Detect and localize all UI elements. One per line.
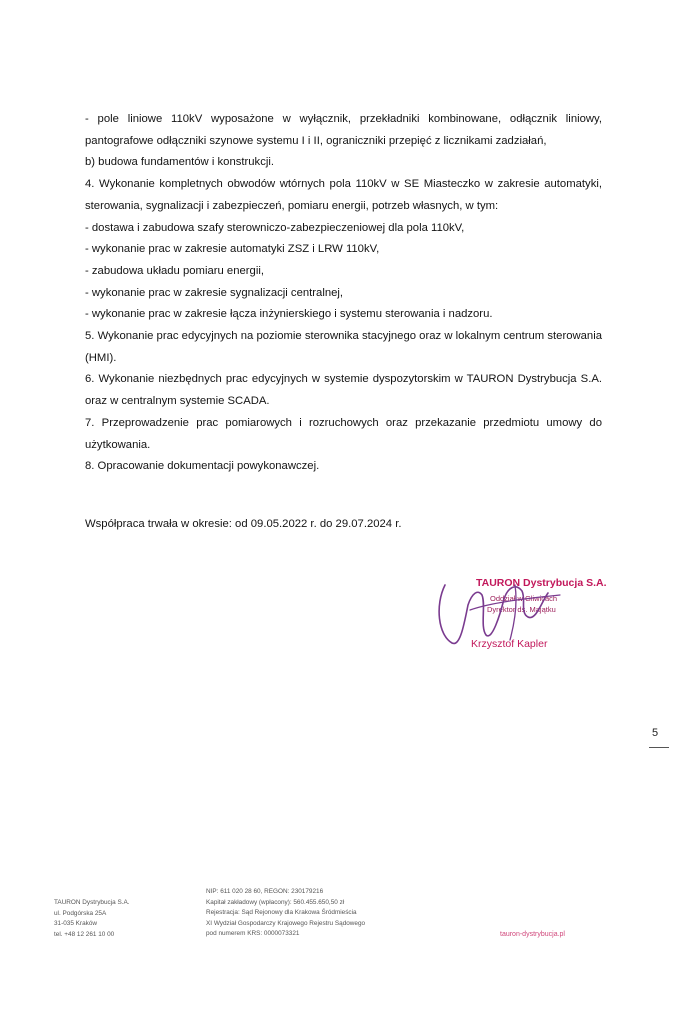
body-paragraph: - zabudowa układu pomiaru energii,: [85, 264, 264, 277]
footer-line: Kapitał zakładowy (wpłacony): 560.455.650,50 zł: [206, 898, 345, 906]
body-text: [85, 109, 602, 478]
stamp-line-branch: Oddział w Gliwicach: [490, 594, 558, 603]
body-paragraph: - dostawa i zabudowa szafy sterowniczo-zabezpieczeniowej dla pola 110kV,: [85, 221, 465, 234]
body-paragraph: 6. Wykonanie niezbędnych prac edycyjnych w systemie dyspozytorskim w TAURON Dystrybucja S.A. oraz w centralnym systemie SCADA.: [85, 373, 602, 408]
body-paragraph: - wykonanie prac w zakresie automatyki ZSZ i LRW 110kV,: [85, 243, 380, 256]
footer-registration: [206, 887, 365, 940]
footer-address: [54, 898, 130, 940]
footer-line: TAURON Dystrybucja S.A.: [54, 899, 130, 906]
stamp-line-position: Dyrektor ds. Majątku: [487, 605, 556, 614]
footer-website-link[interactable]: tauron-dystrybucja.pl: [500, 931, 565, 938]
body-paragraph: - wykonanie prac w zakresie sygnalizacji centralnej,: [85, 286, 344, 299]
footer-line: pod numerem KRS: 0000073321: [206, 930, 300, 938]
footer-line: tel. +48 12 261 10 00: [54, 930, 115, 938]
page-number: 5: [652, 727, 659, 739]
stamp-company: TAURON Dystrybucja S.A.: [476, 577, 607, 589]
footer-line: Rejestracja: Sąd Rejonowy dla Krakowa Śródmieścia: [206, 909, 357, 917]
footer-line: ul. Podgórska 25A: [54, 909, 107, 917]
footer-line: 31-035 Kraków: [54, 920, 97, 928]
stamp-signer-name: Krzysztof Kapler: [471, 638, 548, 650]
body-paragraph: 7. Przeprowadzenie prac pomiarowych i rozruchowych oraz przekazanie przedmiotu umowy do użytkowania.: [85, 416, 602, 451]
body-paragraph: - wykonanie prac w zakresie łącza inżynierskiego i systemu sterowania i nadzoru.: [85, 308, 493, 321]
body-paragraph: 8. Opracowanie dokumentacji powykonawczej.: [85, 460, 320, 473]
body-paragraph: - pole liniowe 110kV wyposażone w wyłącznik, przekładniki kombinowane, odłącznik liniowy, pantografowe odłączniki szynowe systemu I i II, ograniczniki przepięć z licznikami zadziałań,: [85, 113, 602, 147]
body-paragraph: b) budowa fundamentów i konstrukcji.: [85, 156, 275, 169]
footer-line: NIP: 611 020 28 60, REGON: 230179216: [206, 888, 324, 895]
body-paragraph: 4. Wykonanie kompletnych obwodów wtórnych pola 110kV w SE Miasteczko w zakresie automatyki, sterowania, sygnalizacji i zabezpieczeń, pomiaru energii, potrzeb własnych, w tym:: [85, 178, 602, 212]
body-paragraph: 5. Wykonanie prac edycyjnych na poziomie sterownika stacyjnego oraz w lokalnym centrum sterowania (HMI).: [85, 330, 602, 364]
page-number-rule: [649, 747, 669, 748]
cooperation-period: Współpraca trwała w okresie: od 09.05.2022 r. do 29.07.2024 r.: [85, 518, 402, 530]
footer-line: XI Wydział Gospodarczy Krajowego Rejestru Sądowego: [206, 919, 366, 927]
